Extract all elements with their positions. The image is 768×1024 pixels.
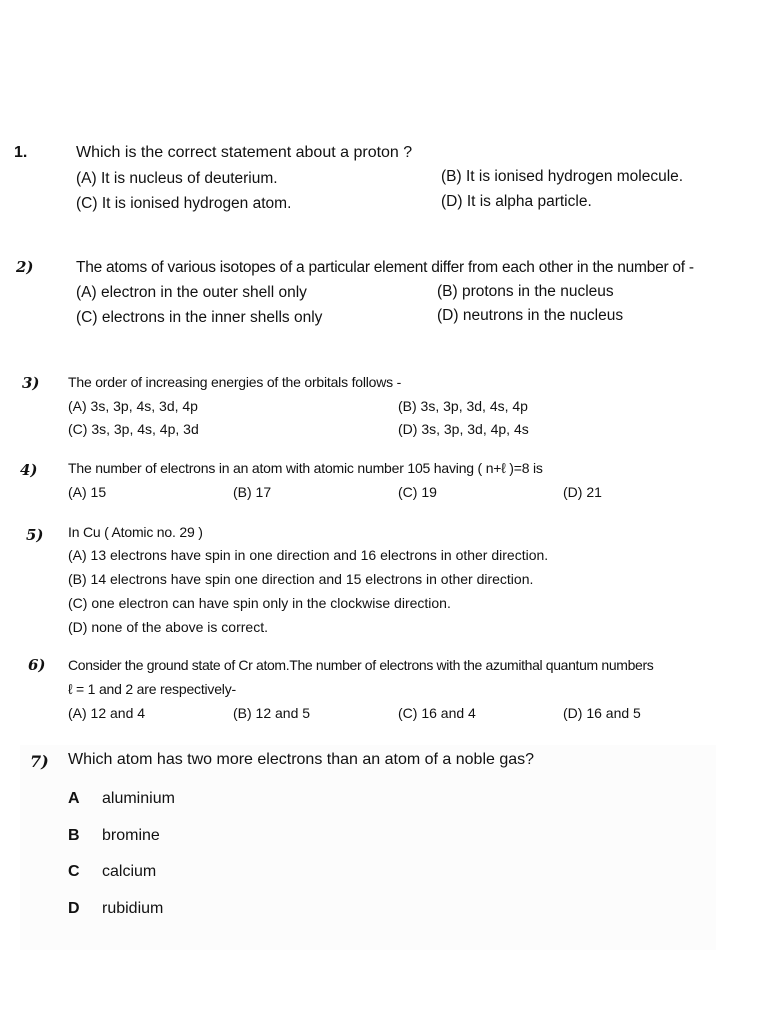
question-4-text: The number of electrons in an atom with atomic number 105 having ( n+ℓ )=8 is — [68, 460, 543, 476]
question-7-option-b-letter: B — [68, 827, 80, 844]
question-4-option-b: (B) 17 — [233, 484, 272, 500]
question-4-option-a: (A) 15 — [68, 484, 107, 500]
question-1-option-c: (C) It is ionised hydrogen atom. — [76, 195, 292, 212]
question-7-option-c-letter: C — [68, 863, 80, 880]
question-6-text-line-1: Consider the ground state of Cr atom.The number of electrons with the azumithal quantum numbers — [68, 657, 654, 673]
question-2-option-a: (A) electron in the outer shell only — [76, 284, 307, 301]
question-1-number: 1. — [14, 144, 28, 161]
question-5-number: 5) — [26, 526, 44, 544]
question-4-option-d: (D) 21 — [563, 484, 602, 500]
question-7-option-d-label: rubidium — [102, 900, 164, 917]
question-3-text: The order of increasing energies of the orbitals follows - — [68, 374, 402, 390]
question-7-number: 7) — [30, 752, 49, 771]
question-4-number: 4) — [20, 461, 38, 479]
question-3-option-b: (B) 3s, 3p, 3d, 4s, 4p — [398, 398, 528, 414]
question-5-text: In Cu ( Atomic no. 29 ) — [68, 524, 203, 540]
question-2-option-d: (D) neutrons in the nucleus — [437, 307, 624, 324]
question-5-option-c: (C) one electron can have spin only in the clockwise direction. — [68, 595, 451, 611]
question-5-option-b: (B) 14 electrons have spin one direction and 15 electrons in other direction. — [68, 571, 534, 587]
question-7-option-a-letter: A — [68, 790, 80, 807]
question-7-option-a-label: aluminium — [102, 790, 175, 807]
question-6-number: 6) — [28, 656, 46, 674]
question-2-text: The atoms of various isotopes of a particular element differ from each other in the number of - — [76, 259, 694, 276]
question-6-option-a: (A) 12 and 4 — [68, 705, 146, 721]
question-2-option-b: (B) protons in the nucleus — [437, 283, 614, 300]
question-6-option-b: (B) 12 and 5 — [233, 705, 311, 721]
question-7-option-c-label: calcium — [102, 863, 157, 880]
question-1-text: Which is the correct statement about a proton ? — [76, 144, 413, 161]
question-3-option-c: (C) 3s, 3p, 4s, 4p, 3d — [68, 421, 199, 437]
question-6-option-d: (D) 16 and 5 — [563, 705, 641, 721]
question-6-text-line-2: ℓ = 1 and 2 are respectively- — [68, 681, 236, 697]
question-5-option-d: (D) none of the above is correct. — [68, 619, 268, 635]
question-6-option-c: (C) 16 and 4 — [398, 705, 476, 721]
question-5-option-a: (A) 13 electrons have spin in one direction and 16 electrons in other direction. — [68, 547, 549, 563]
question-3-number: 3) — [22, 374, 40, 392]
question-7-text: Which atom has two more electrons than an atom of a noble gas? — [68, 751, 535, 768]
question-2-option-c: (C) electrons in the inner shells only — [76, 309, 323, 326]
question-3-option-d: (D) 3s, 3p, 3d, 4p, 4s — [398, 421, 529, 437]
question-7-block — [20, 745, 716, 950]
question-3-option-a: (A) 3s, 3p, 4s, 3d, 4p — [68, 398, 198, 414]
question-7-option-d-letter: D — [68, 900, 80, 917]
question-7-option-b-label: bromine — [102, 827, 160, 844]
question-4-option-c: (C) 19 — [398, 484, 437, 500]
question-1-option-d: (D) It is alpha particle. — [441, 193, 592, 210]
question-2-number: 2) — [16, 258, 34, 276]
question-1-option-a: (A) It is nucleus of deuterium. — [76, 170, 278, 187]
question-1-option-b: (B) It is ionised hydrogen molecule. — [441, 168, 684, 185]
